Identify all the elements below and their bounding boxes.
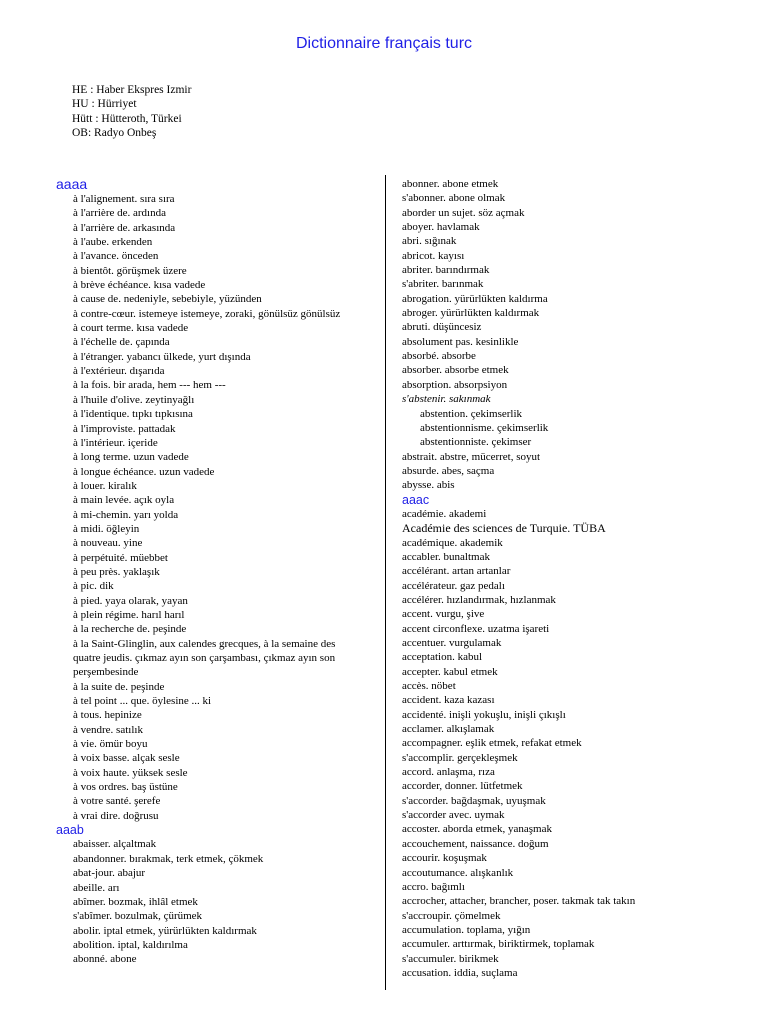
abbreviation-item: Hütt : Hütteroth, Türkei: [72, 112, 182, 125]
dictionary-entry: accro. bağımlı: [402, 880, 465, 893]
dictionary-entry: absurde. abes, saçma: [402, 464, 495, 477]
section-heading: aaaa: [56, 176, 88, 192]
dictionary-entry: académie. akademi: [402, 507, 487, 520]
dictionary-entry: à la recherche de. peşinde: [73, 623, 187, 636]
dictionary-entry: abroger. yürürlükten kaldırmak: [402, 307, 540, 320]
dictionary-entry: accouchement, naissance. doğum: [402, 837, 549, 850]
dictionary-entry: accepter. kabul etmek: [402, 665, 498, 678]
dictionary-entry: à louer. kiralık: [73, 479, 137, 492]
dictionary-entry: s'abîmer. bozulmak, çürümek: [73, 910, 203, 923]
dictionary-entry: absorption. absorpsiyon: [402, 378, 508, 391]
dictionary-entry: à l'intérieur. içeride: [73, 436, 158, 449]
dictionary-entry: à pied. yaya olarak, yayan: [73, 594, 188, 607]
dictionary-entry: abriter. barındırmak: [402, 264, 490, 277]
dictionary-entry: à main levée. açık oyla: [73, 494, 175, 507]
dictionary-entry: académique. akademik: [402, 536, 503, 549]
dictionary-entry: abolition. iptal, kaldırılma: [73, 938, 188, 951]
dictionary-entry: à la suite de. peşinde: [73, 680, 165, 693]
dictionary-entry: à l'avance. önceden: [73, 250, 159, 263]
dictionary-entry: à perpétuité. müebbet: [73, 551, 168, 564]
dictionary-entry: à vrai dire. doğrusu: [73, 809, 159, 822]
column-divider: [385, 175, 386, 990]
dictionary-entry: accoutumance. alışkanlık: [402, 866, 514, 879]
dictionary-entry: s'abstenir. sakınmak: [402, 393, 491, 406]
dictionary-entry: à la fois. bir arada, hem --- hem ---: [73, 379, 226, 392]
dictionary-entry: abysse. abis: [402, 479, 455, 492]
dictionary-entry: s'accroupir. çömelmek: [402, 909, 501, 922]
dictionary-entry: à long terme. uzun vadede: [73, 451, 189, 464]
dictionary-entry: à l'extérieur. dışarıda: [73, 365, 165, 378]
dictionary-entry: à cause de. nedeniyle, sebebiyle, yüzünden: [73, 293, 262, 306]
dictionary-entry: à tel point ... que. öylesine ... ki: [73, 695, 212, 708]
dictionary-entry: à midi. öğleyin: [73, 522, 140, 535]
dictionary-entry: s'accorder avec. uymak: [402, 809, 505, 822]
dictionary-entry: accoster. aborda etmek, yanaşmak: [402, 823, 552, 836]
dictionary-entry: s'abonner. abone olmak: [402, 192, 506, 205]
dictionary-entry: acceptation. kabul: [402, 651, 483, 664]
dictionary-entry: abri. sığınak: [402, 235, 457, 248]
dictionary-entry: accompagner. eşlik etmek, refakat etmek: [402, 737, 582, 750]
dictionary-entry: accent circonflexe. uzatma işareti: [402, 622, 550, 635]
dictionary-entry: à contre-cœur. istemeye istemeye, zoraki, gönülsüz gönülsüz: [73, 307, 341, 320]
dictionary-entry: abstentionnisme. çekimserlik: [420, 421, 549, 434]
dictionary-entry: s'abriter. barınmak: [402, 278, 484, 291]
dictionary-entry: à la Saint-Glinglin, aux calendes grecques, à la semaine des quatre jeudis. çıkmaz ayın son çarşambası, çıkmaz ayın son perşembesinde: [73, 637, 336, 679]
dictionary-entry: à l'huile d'olive. zeytinyağlı: [73, 393, 195, 406]
dictionary-entry: à l'improviste. pattadak: [73, 422, 176, 435]
dictionary-entry: s'accumuler. birikmek: [402, 952, 499, 965]
dictionary-entry: accélérateur. gaz pedalı: [402, 579, 505, 592]
left-column: [56, 177, 360, 967]
dictionary-entry: abaisser. alçaltmak: [73, 838, 157, 851]
dictionary-entry: accélérant. artan artanlar: [402, 565, 511, 578]
dictionary-entry: s'accomplir. gerçekleşmek: [402, 751, 518, 764]
dictionary-entry: abstrait. abstre, mücerret, soyut: [402, 450, 541, 463]
dictionary-entry: accélérer. hızlandırmak, hızlanmak: [402, 593, 556, 606]
dictionary-entry: accumulation. toplama, yığın: [402, 923, 531, 936]
dictionary-entry: abrogation. yürürlükten kaldırma: [402, 292, 548, 305]
dictionary-entry: abstentionniste. çekimser: [420, 436, 532, 449]
abbreviation-item: HU : Hürriyet: [72, 98, 137, 111]
dictionary-entry: aboyer. havlamak: [402, 221, 480, 234]
dictionary-entry: à peu près. yaklaşık: [73, 565, 160, 578]
page-title: Dictionnaire français turc: [295, 35, 473, 52]
dictionary-entry: à l'arrière de. ardında: [73, 207, 166, 220]
dictionary-entry: abandonner. bırakmak, terk etmek, çökmek: [73, 852, 264, 865]
dictionary-entry: à l'aube. erkenden: [73, 236, 153, 249]
dictionary-entry: à pic. dik: [73, 580, 114, 593]
dictionary-entry: accourir. koşuşmak: [402, 852, 487, 865]
dictionary-entry: à brève échéance. kısa vadede: [73, 279, 206, 292]
dictionary-entry: accident. kaza kazası: [402, 694, 495, 707]
dictionary-entry: à l'alignement. sıra sıra: [73, 193, 175, 205]
dictionary-entry: à votre santé. şerefe: [73, 795, 161, 808]
dictionary-entry: à longue échéance. uzun vadede: [73, 465, 215, 478]
dictionary-entry: à court terme. kısa vadede: [73, 322, 189, 335]
dictionary-entry: à nouveau. yine: [73, 537, 143, 550]
dictionary-entry: à vendre. satılık: [73, 723, 143, 736]
dictionary-entry: accentuer. vurgulamak: [402, 637, 502, 649]
dictionary-entry: accumuler. arttırmak, biriktirmek, toplamak: [402, 938, 595, 951]
dictionary-entry: à tous. hepinize: [73, 709, 142, 722]
dictionary-entry: à l'arrière de. arkasında: [73, 221, 176, 234]
dictionary-entry: abstention. çekimserlik: [420, 407, 523, 420]
dictionary-entry: à l'échelle de. çapında: [73, 336, 170, 349]
dictionary-entry: à l'étranger. yabancı ülkede, yurt dışında: [73, 350, 251, 363]
dictionary-entry: absolument pas. kesinlikle: [402, 335, 519, 348]
dictionary-entry: à l'identique. tıpkı tıpkısına: [73, 408, 193, 421]
dictionary-entry: abruti. düşüncesiz: [402, 321, 482, 334]
dictionary-entry: absorbé. absorbe: [402, 350, 476, 363]
dictionary-entry: accorder, donner. lütfetmek: [402, 780, 523, 793]
dictionary-entry: à mi-chemin. yarı yolda: [73, 508, 179, 521]
dictionary-entry: à vie. ömür boyu: [73, 738, 148, 751]
dictionary-entry: s'accorder. bağdaşmak, uyuşmak: [402, 794, 546, 807]
dictionary-entry: absorber. absorbe etmek: [402, 364, 509, 377]
abbreviation-list: [72, 83, 191, 141]
dictionary-entry: accabler. bunaltmak: [402, 550, 490, 563]
dictionary-entry: accusation. iddia, suçlama: [402, 966, 518, 979]
dictionary-entry: abolir. iptal etmek, yürürlükten kaldırmak: [73, 924, 257, 937]
dictionary-entry: à plein régime. harıl harıl: [73, 608, 185, 621]
abbreviation-item: HE : Haber Ekspres Izmir: [72, 84, 192, 96]
dictionary-entry: à voix basse. alçak sesle: [73, 752, 180, 765]
abbreviation-item: OB: Radyo Onbeş: [72, 127, 157, 140]
dictionary-entry: abonner. abone etmek: [402, 178, 499, 190]
dictionary-entry: accord. anlaşma, rıza: [402, 766, 495, 779]
dictionary-entry: abeille. arı: [73, 881, 120, 894]
dictionary-entry: abonné. abone: [73, 953, 137, 966]
dictionary-entry: accès. nöbet: [402, 680, 456, 693]
dictionary-entry: aborder un sujet. söz açmak: [402, 206, 525, 219]
dictionary-entry: accidenté. inişli yokuşlu, inişli çıkışlı: [402, 708, 566, 721]
section-heading: aaab: [56, 823, 84, 838]
dictionary-entry: à bientôt. görüşmek üzere: [73, 264, 187, 277]
dictionary-entry: abîmer. bozmak, ihlâl etmek: [73, 895, 198, 908]
right-column: [402, 177, 732, 980]
dictionary-entry: à voix haute. yüksek sesle: [73, 766, 188, 779]
dictionary-entry: à vos ordres. baş üstüne: [73, 781, 178, 794]
section-heading: aaac: [402, 492, 430, 507]
dictionary-entry: accent. vurgu, şive: [402, 608, 485, 621]
dictionary-entry: acclamer. alkışlamak: [402, 723, 495, 736]
dictionary-entry: accrocher, attacher, brancher, poser. takmak tak takın: [402, 895, 636, 908]
dictionary-entry: abricot. kayısı: [402, 249, 465, 262]
dictionary-entry: Académie des sciences de Turquie. TÜBA: [402, 521, 606, 536]
dictionary-entry: abat-jour. abajur: [73, 867, 146, 880]
